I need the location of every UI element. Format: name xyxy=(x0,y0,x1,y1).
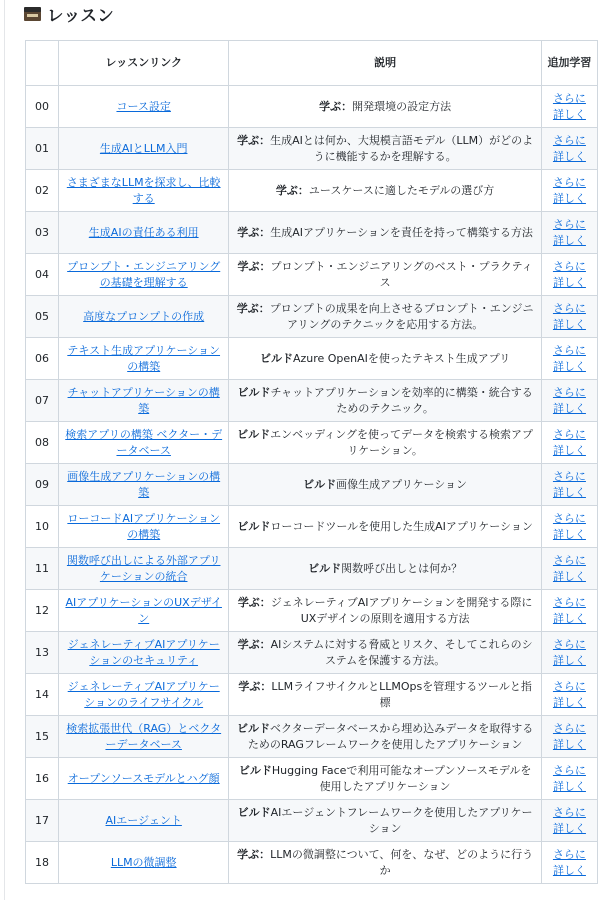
lesson-description-text: プロンプトの成果を向上させるプロンプト・エンジニアリングのテクニックを応用する方法。 xyxy=(269,301,534,331)
learn-more-link[interactable]: さらに詳しく xyxy=(552,259,586,289)
lesson-description xyxy=(229,128,542,170)
lesson-link-cell xyxy=(59,464,229,506)
lesson-link[interactable]: テキスト生成アプリケーションの構築 xyxy=(67,343,221,373)
table-row xyxy=(26,590,598,632)
learn-more-link[interactable]: さらに詳しく xyxy=(552,133,586,163)
lesson-description-text: 開発環境の設定方法 xyxy=(352,99,452,113)
further-learning-cell xyxy=(541,674,597,716)
lesson-description xyxy=(229,422,542,464)
table-row xyxy=(26,716,598,758)
learn-more-link[interactable]: さらに詳しく xyxy=(552,91,586,121)
lesson-tag: ビルド xyxy=(237,427,271,441)
lesson-number: 04 xyxy=(26,254,59,296)
table-header-row xyxy=(26,41,598,86)
further-learning-cell xyxy=(541,758,597,800)
table-row xyxy=(26,296,598,338)
learn-more-link[interactable]: さらに詳しく xyxy=(552,763,586,793)
learn-more-link[interactable]: さらに詳しく xyxy=(552,469,586,499)
lesson-link[interactable]: 生成AIの責任ある利用 xyxy=(88,225,199,239)
further-learning-cell xyxy=(541,548,597,590)
lesson-link-cell xyxy=(59,548,229,590)
lesson-tag: 学ぶ： xyxy=(237,847,271,861)
lesson-link[interactable]: LLMの微調整 xyxy=(110,855,177,869)
lesson-description-text: 生成AIとは何か、大規模言語モデル（LLM）がどのように機能するかを理解する。 xyxy=(270,133,534,163)
further-learning-cell xyxy=(541,380,597,422)
lesson-number: 09 xyxy=(26,464,59,506)
lesson-description-text: AIシステムに対する脅威とリスク、そしてこれらのシステムを保護する方法。 xyxy=(270,637,533,667)
lesson-tag: ビルド xyxy=(238,763,272,777)
learn-more-link[interactable]: さらに詳しく xyxy=(552,343,586,373)
further-learning-cell xyxy=(541,86,597,128)
header-number xyxy=(26,41,59,86)
lesson-description xyxy=(229,632,542,674)
table-row xyxy=(26,212,598,254)
learn-more-link[interactable]: さらに詳しく xyxy=(552,217,586,247)
card-index-box-icon xyxy=(24,7,41,21)
lesson-description xyxy=(229,296,542,338)
lesson-description xyxy=(229,170,542,212)
table-row xyxy=(26,632,598,674)
learn-more-link[interactable]: さらに詳しく xyxy=(552,637,586,667)
lesson-link[interactable]: オープンソースモデルとハグ顔 xyxy=(67,771,220,785)
lesson-description xyxy=(229,380,542,422)
learn-more-link[interactable]: さらに詳しく xyxy=(552,427,586,457)
lesson-description xyxy=(229,716,542,758)
further-learning-cell xyxy=(541,128,597,170)
lesson-tag: ビルド xyxy=(237,805,271,819)
further-learning-cell xyxy=(541,296,597,338)
lesson-number: 03 xyxy=(26,212,59,254)
lesson-description xyxy=(229,674,542,716)
lesson-number: 17 xyxy=(26,800,59,842)
lesson-description xyxy=(229,86,542,128)
lesson-number: 02 xyxy=(26,170,59,212)
lesson-description xyxy=(229,842,542,884)
lesson-tag: ビルド xyxy=(236,721,270,735)
section-title: レッスン xyxy=(47,6,115,25)
table-row xyxy=(26,506,598,548)
lesson-description-text: ベクターデータベースから埋め込みデータを取得するためのRAGフレームワークを使用したアプリケーション xyxy=(247,721,534,751)
lesson-link[interactable]: 生成AIとLLM入門 xyxy=(99,141,188,155)
lesson-link[interactable]: ジェネレーティブAIアプリケーションのセキュリティ xyxy=(67,637,220,667)
table-row xyxy=(26,548,598,590)
lesson-tag: 学ぶ： xyxy=(237,133,271,147)
table-row xyxy=(26,674,598,716)
lesson-number: 11 xyxy=(26,548,59,590)
lesson-description-text: チャットアプリケーションを効率的に構築・統合するためのテクニック。 xyxy=(270,385,533,415)
lesson-number: 14 xyxy=(26,674,59,716)
further-learning-cell xyxy=(541,842,597,884)
table-row xyxy=(26,380,598,422)
lesson-link-cell xyxy=(59,506,229,548)
lesson-tag: 学ぶ： xyxy=(238,679,272,693)
lesson-number: 18 xyxy=(26,842,59,884)
lesson-link-cell xyxy=(59,212,229,254)
further-learning-cell xyxy=(541,254,597,296)
lesson-description xyxy=(229,338,542,380)
table-row xyxy=(26,86,598,128)
lesson-link[interactable]: ジェネレーティブAIアプリケーションのライフサイクル xyxy=(67,679,220,709)
lesson-tag: 学ぶ： xyxy=(236,301,270,315)
learn-more-link[interactable]: さらに詳しく xyxy=(552,385,586,415)
lesson-link[interactable]: チャットアプリケーションの構築 xyxy=(67,385,220,415)
lesson-description-text: Azure OpenAIを使ったテキスト生成アプリ xyxy=(292,351,511,365)
table-row xyxy=(26,464,598,506)
lesson-link[interactable]: コース設定 xyxy=(116,99,171,113)
lesson-description-text: Hugging Faceで利用可能なオープンソースモデルを使用したアプリケーション xyxy=(271,763,532,793)
further-learning-cell xyxy=(541,422,597,464)
page-left-border xyxy=(4,0,5,900)
lesson-description xyxy=(229,254,542,296)
lesson-link-cell xyxy=(59,128,229,170)
lesson-tag: 学ぶ： xyxy=(237,259,271,273)
lesson-description xyxy=(229,506,542,548)
further-learning-cell xyxy=(541,338,597,380)
table-row xyxy=(26,338,598,380)
lesson-tag: ビルド xyxy=(237,385,271,399)
further-learning-cell xyxy=(541,170,597,212)
lesson-description-text: 関数呼び出しとは何か？ xyxy=(341,561,463,575)
lesson-link[interactable]: 高度なプロンプトの作成 xyxy=(83,309,205,323)
lesson-link-cell xyxy=(59,338,229,380)
lesson-number: 16 xyxy=(26,758,59,800)
lesson-link-cell xyxy=(59,254,229,296)
lesson-link-cell xyxy=(59,674,229,716)
table-row xyxy=(26,842,598,884)
lesson-link[interactable]: 検索アプリの構築 ベクター・データベース xyxy=(65,427,223,457)
lesson-link-cell xyxy=(59,800,229,842)
lesson-number: 13 xyxy=(26,632,59,674)
lesson-number: 07 xyxy=(26,380,59,422)
lesson-tag: 学ぶ： xyxy=(237,595,271,609)
lesson-link-cell xyxy=(59,86,229,128)
lesson-link-cell xyxy=(59,590,229,632)
lesson-link-cell xyxy=(59,380,229,422)
lesson-description-text: 生成AIアプリケーションを責任を持って構築する方法 xyxy=(270,225,533,239)
learn-more-link[interactable]: さらに詳しく xyxy=(552,679,586,709)
lesson-link-cell xyxy=(59,170,229,212)
lesson-number: 12 xyxy=(26,590,59,632)
lesson-link[interactable]: AIアプリケーションのUXデザイン xyxy=(65,595,222,625)
table-row xyxy=(26,128,598,170)
lesson-link-cell xyxy=(59,758,229,800)
section-heading xyxy=(24,2,114,26)
lessons-table xyxy=(25,40,598,884)
lesson-number: 00 xyxy=(26,86,59,128)
lesson-description xyxy=(229,758,542,800)
lesson-link[interactable]: 関数呼び出しによる外部アプリケーションの統合 xyxy=(66,553,221,583)
table-row xyxy=(26,758,598,800)
lesson-tag: 学ぶ： xyxy=(237,637,271,651)
further-learning-cell xyxy=(541,212,597,254)
lesson-number: 10 xyxy=(26,506,59,548)
lesson-link[interactable]: 画像生成アプリケーションの構築 xyxy=(67,469,221,499)
further-learning-cell xyxy=(541,716,597,758)
learn-more-link[interactable]: さらに詳しく xyxy=(552,595,586,625)
lesson-description-text: ユースケースに適したモデルの選び方 xyxy=(308,183,495,197)
learn-more-link[interactable]: さらに詳しく xyxy=(552,847,586,877)
table-row xyxy=(26,422,598,464)
learn-more-link[interactable]: さらに詳しく xyxy=(552,721,586,751)
lesson-link-cell xyxy=(59,632,229,674)
lesson-description-text: LLMライフサイクルとLLMOpsを管理するツールと指標 xyxy=(271,679,532,709)
lesson-description-text: 画像生成アプリケーション xyxy=(336,477,468,491)
lesson-description xyxy=(229,464,542,506)
lesson-tag: ビルド xyxy=(259,351,293,365)
lesson-tag: 学ぶ： xyxy=(319,99,353,113)
lesson-tag: 学ぶ： xyxy=(275,183,309,197)
lesson-link[interactable]: 検索拡張世代（RAG）とベクターデータベース xyxy=(66,721,222,751)
lesson-link-cell xyxy=(59,422,229,464)
lesson-link[interactable]: ローコードAIアプリケーションの構築 xyxy=(67,511,221,541)
lesson-link[interactable]: プロンプト・エンジニアリングの基礎を理解する xyxy=(67,259,221,289)
lesson-tag: ビルド xyxy=(237,519,271,533)
lesson-description xyxy=(229,590,542,632)
lesson-tag: 学ぶ： xyxy=(237,225,271,239)
lesson-description-text: ローコードツールを使用した生成AIアプリケーション xyxy=(270,519,533,533)
lesson-number: 06 xyxy=(26,338,59,380)
header-lesson-link: レッスンリンク xyxy=(59,41,229,86)
lesson-description-text: ジェネレーティブAIアプリケーションを開発する際にUXデザインの原則を適用する方法 xyxy=(270,595,533,625)
lesson-link[interactable]: AIエージェント xyxy=(105,813,182,827)
lesson-description xyxy=(229,800,542,842)
further-learning-cell xyxy=(541,800,597,842)
further-learning-cell xyxy=(541,464,597,506)
header-further-learning: 追加学習 xyxy=(541,41,597,86)
lesson-description xyxy=(229,212,542,254)
further-learning-cell xyxy=(541,506,597,548)
lesson-description-text: プロンプト・エンジニアリングのベスト・プラクティス xyxy=(270,259,533,289)
lesson-link-cell xyxy=(59,716,229,758)
header-description: 説明 xyxy=(229,41,542,86)
learn-more-link[interactable]: さらに詳しく xyxy=(552,511,586,541)
further-learning-cell xyxy=(541,590,597,632)
lesson-description xyxy=(229,548,542,590)
lesson-description-text: LLMの微調整について、何を、なぜ、どのように行うか xyxy=(270,847,534,877)
lesson-tag: ビルド xyxy=(308,561,342,575)
lesson-number: 15 xyxy=(26,716,59,758)
learn-more-link[interactable]: さらに詳しく xyxy=(552,301,586,331)
lesson-description-text: エンベッディングを使ってデータを検索する検索アプリケーション。 xyxy=(270,427,534,457)
lesson-tag: ビルド xyxy=(303,477,337,491)
lesson-link-cell xyxy=(59,842,229,884)
table-row xyxy=(26,254,598,296)
learn-more-link[interactable]: さらに詳しく xyxy=(552,175,586,205)
lesson-number: 08 xyxy=(26,422,59,464)
learn-more-link[interactable]: さらに詳しく xyxy=(552,805,586,835)
table-row xyxy=(26,170,598,212)
learn-more-link[interactable]: さらに詳しく xyxy=(552,553,586,583)
table-row xyxy=(26,800,598,842)
lesson-number: 05 xyxy=(26,296,59,338)
lesson-description-text: AIエージェントフレームワークを使用したアプリケーション xyxy=(270,805,533,835)
lesson-link[interactable]: さまざまなLLMを探求し、比較する xyxy=(66,175,221,205)
lesson-number: 01 xyxy=(26,128,59,170)
further-learning-cell xyxy=(541,632,597,674)
lesson-link-cell xyxy=(59,296,229,338)
